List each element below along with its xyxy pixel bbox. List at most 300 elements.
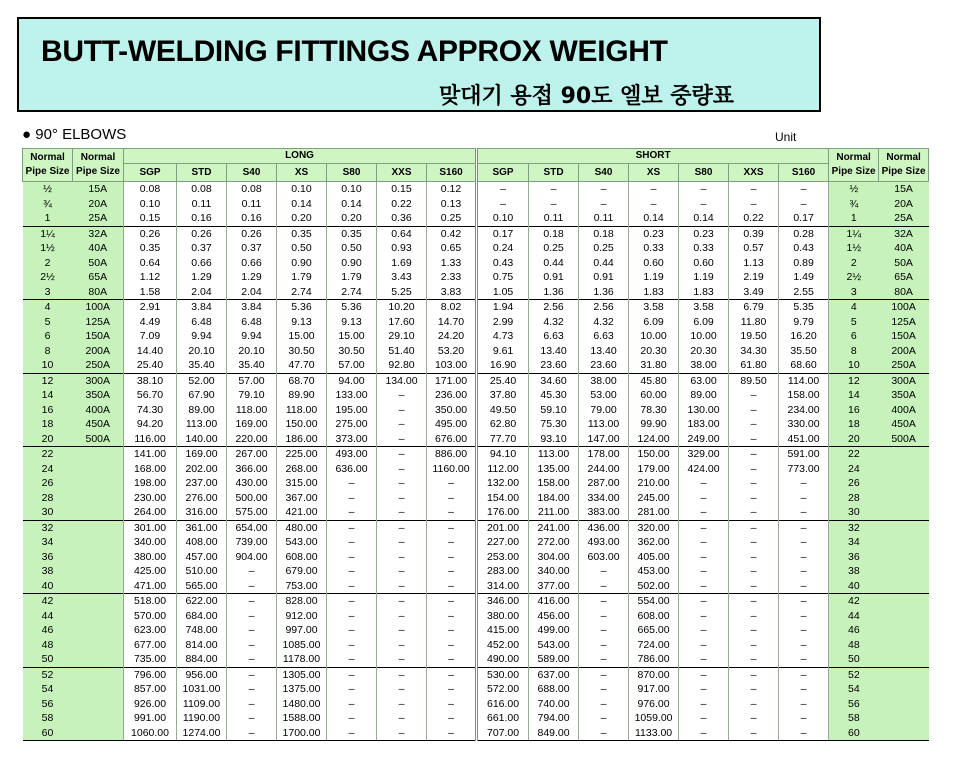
short-value-cell: – <box>729 638 779 653</box>
long-value-cell: 367.00 <box>277 491 327 506</box>
short-value-cell: 287.00 <box>579 476 629 491</box>
long-value-cell: 636.00 <box>327 462 377 477</box>
short-value-cell: 0.39 <box>729 226 779 241</box>
short-value-cell: 77.70 <box>477 432 529 447</box>
short-value-cell: 1.05 <box>477 285 529 300</box>
long-value-cell: 3.43 <box>377 270 427 285</box>
long-value-cell: 1.69 <box>377 256 427 271</box>
long-value-cell: 991.00 <box>124 711 177 726</box>
short-value-cell: 211.00 <box>529 505 579 520</box>
header-nps-left: Normal Pipe Size <box>23 149 73 182</box>
short-value-cell: – <box>529 182 579 197</box>
short-value-cell: 0.91 <box>529 270 579 285</box>
short-value-cell: 130.00 <box>679 403 729 418</box>
short-value-cell: 210.00 <box>629 476 679 491</box>
long-value-cell: – <box>427 520 477 535</box>
short-value-cell: – <box>579 197 629 212</box>
short-value-cell: 45.30 <box>529 388 579 403</box>
short-value-cell: 68.60 <box>779 358 829 373</box>
short-value-cell: – <box>729 726 779 741</box>
long-value-cell: 748.00 <box>177 623 227 638</box>
long-value-cell: – <box>377 594 427 609</box>
short-value-cell: 637.00 <box>529 667 579 682</box>
short-value-cell: – <box>679 505 729 520</box>
long-value-cell: 2.04 <box>227 285 277 300</box>
short-value-cell: – <box>779 652 829 667</box>
short-value-cell: – <box>529 197 579 212</box>
short-value-cell: – <box>679 197 729 212</box>
long-value-cell: – <box>327 638 377 653</box>
nps-cell: 50 <box>23 652 73 667</box>
nps-cell: 44 <box>23 609 73 624</box>
short-value-cell: – <box>579 564 629 579</box>
short-value-cell: 0.23 <box>629 226 679 241</box>
short-value-cell: 849.00 <box>529 726 579 741</box>
nps-cell-right: 10 <box>829 358 879 373</box>
short-value-cell: 9.79 <box>779 315 829 330</box>
long-value-cell: 1480.00 <box>277 697 327 712</box>
dn-cell-right: 125A <box>879 315 929 330</box>
long-value-cell: 0.08 <box>177 182 227 197</box>
short-value-cell: – <box>579 579 629 594</box>
long-value-cell: 1375.00 <box>277 682 327 697</box>
long-value-cell: 133.00 <box>327 388 377 403</box>
nps-cell-right: 34 <box>829 535 879 550</box>
long-value-cell: 0.36 <box>377 211 427 226</box>
page-title: BUTT-WELDING FITTINGS APPROX WEIGHT <box>41 35 668 68</box>
nps-cell-right: ¾ <box>829 197 879 212</box>
long-value-cell: – <box>427 594 477 609</box>
long-value-cell: 1.33 <box>427 256 477 271</box>
long-value-cell: 134.00 <box>377 373 427 388</box>
long-value-cell: 0.42 <box>427 226 477 241</box>
long-value-cell: 9.94 <box>227 329 277 344</box>
long-value-cell: – <box>377 564 427 579</box>
long-value-cell: 1.79 <box>327 270 377 285</box>
short-value-cell: – <box>779 667 829 682</box>
short-value-cell: 688.00 <box>529 682 579 697</box>
dn-cell-right: 400A <box>879 403 929 418</box>
short-value-cell: 35.50 <box>779 344 829 359</box>
short-value-cell: 0.14 <box>629 211 679 226</box>
dn-cell-right <box>879 609 929 624</box>
long-value-cell: 198.00 <box>124 476 177 491</box>
long-value-cell: 380.00 <box>124 550 177 565</box>
short-value-cell: 0.25 <box>529 241 579 256</box>
long-value-cell: 366.00 <box>227 462 277 477</box>
short-value-cell: 502.00 <box>629 579 679 594</box>
short-value-cell: 383.00 <box>579 505 629 520</box>
dn-cell-right <box>879 711 929 726</box>
short-value-cell: 0.17 <box>477 226 529 241</box>
short-value-cell: – <box>679 491 729 506</box>
long-value-cell: 0.10 <box>327 182 377 197</box>
short-value-cell: 499.00 <box>529 623 579 638</box>
long-value-cell: – <box>377 491 427 506</box>
short-value-cell: 245.00 <box>629 491 679 506</box>
short-value-cell: 453.00 <box>629 564 679 579</box>
short-col-s80: S80 <box>679 164 729 182</box>
long-value-cell: 38.10 <box>124 373 177 388</box>
table-row <box>23 535 929 550</box>
short-value-cell: 436.00 <box>579 520 629 535</box>
short-value-cell: – <box>679 579 729 594</box>
table-row <box>23 682 929 697</box>
long-value-cell: – <box>377 682 427 697</box>
long-value-cell: – <box>227 697 277 712</box>
long-value-cell: – <box>427 726 477 741</box>
dn-cell-right <box>879 564 929 579</box>
long-value-cell: 10.20 <box>377 300 427 315</box>
short-value-cell: 415.00 <box>477 623 529 638</box>
long-value-cell: 0.15 <box>124 211 177 226</box>
dn-cell <box>73 447 124 462</box>
long-value-cell: 118.00 <box>277 403 327 418</box>
long-value-cell: 276.00 <box>177 491 227 506</box>
long-value-cell: 753.00 <box>277 579 327 594</box>
table-row <box>23 388 929 403</box>
long-value-cell: – <box>327 682 377 697</box>
short-value-cell: 0.57 <box>729 241 779 256</box>
long-value-cell: 575.00 <box>227 505 277 520</box>
dn-cell-right: 40A <box>879 241 929 256</box>
table-row <box>23 609 929 624</box>
table-row <box>23 697 929 712</box>
short-value-cell: 346.00 <box>477 594 529 609</box>
short-value-cell: 0.11 <box>529 211 579 226</box>
table-row <box>23 462 929 477</box>
long-value-cell: 1588.00 <box>277 711 327 726</box>
short-value-cell: 10.00 <box>679 329 729 344</box>
dn-cell-right: 25A <box>879 211 929 226</box>
short-value-cell: – <box>779 623 829 638</box>
nps-cell-right: 42 <box>829 594 879 609</box>
short-value-cell: – <box>779 609 829 624</box>
long-value-cell: 0.25 <box>427 211 477 226</box>
dn-cell: 250A <box>73 358 124 373</box>
long-value-cell: 0.12 <box>427 182 477 197</box>
short-value-cell: 362.00 <box>629 535 679 550</box>
nps-cell: 24 <box>23 462 73 477</box>
nps-cell: 48 <box>23 638 73 653</box>
short-value-cell: 0.11 <box>579 211 629 226</box>
title-box <box>17 17 821 112</box>
nps-cell-right: 2 <box>829 256 879 271</box>
long-value-cell: – <box>427 623 477 638</box>
long-value-cell: – <box>427 682 477 697</box>
long-value-cell: 230.00 <box>124 491 177 506</box>
long-value-cell: 608.00 <box>277 550 327 565</box>
nps-cell: 2 <box>23 256 73 271</box>
short-value-cell: 59.10 <box>529 403 579 418</box>
table-row <box>23 285 929 300</box>
short-value-cell: 11.80 <box>729 315 779 330</box>
long-value-cell: 169.00 <box>227 417 277 432</box>
dn-cell: 65A <box>73 270 124 285</box>
dn-cell-right <box>879 726 929 741</box>
long-value-cell: 1.58 <box>124 285 177 300</box>
short-value-cell: – <box>729 403 779 418</box>
nps-cell: 18 <box>23 417 73 432</box>
long-value-cell: – <box>377 550 427 565</box>
short-value-cell: 2.56 <box>529 300 579 315</box>
table-row <box>23 726 929 741</box>
nps-cell-right: 5 <box>829 315 879 330</box>
dn-cell-right <box>879 667 929 682</box>
long-value-cell: 3.83 <box>427 285 477 300</box>
long-value-cell: 14.40 <box>124 344 177 359</box>
short-value-cell: 158.00 <box>529 476 579 491</box>
long-value-cell: – <box>377 652 427 667</box>
dn-cell <box>73 550 124 565</box>
dn-cell-right: 100A <box>879 300 929 315</box>
long-value-cell: 0.64 <box>124 256 177 271</box>
nps-cell-right: 54 <box>829 682 879 697</box>
long-value-cell: – <box>427 609 477 624</box>
dn-cell <box>73 535 124 550</box>
short-value-cell: 10.00 <box>629 329 679 344</box>
long-value-cell: 68.70 <box>277 373 327 388</box>
short-value-cell: 147.00 <box>579 432 629 447</box>
long-value-cell: – <box>327 505 377 520</box>
long-value-cell: 15.00 <box>327 329 377 344</box>
short-col-xxs: XXS <box>729 164 779 182</box>
long-value-cell: 0.93 <box>377 241 427 256</box>
dn-cell: 25A <box>73 211 124 226</box>
long-value-cell: 0.37 <box>227 241 277 256</box>
long-value-cell: 684.00 <box>177 609 227 624</box>
dn-cell-right: 300A <box>879 373 929 388</box>
long-value-cell: 8.02 <box>427 300 477 315</box>
short-value-cell: – <box>679 652 729 667</box>
short-value-cell: 158.00 <box>779 388 829 403</box>
table-row <box>23 241 929 256</box>
long-value-cell: 0.64 <box>377 226 427 241</box>
short-value-cell: 249.00 <box>679 432 729 447</box>
short-value-cell: – <box>729 491 779 506</box>
nps-cell-right: 1½ <box>829 241 879 256</box>
short-value-cell: 0.91 <box>579 270 629 285</box>
long-value-cell: 0.10 <box>124 197 177 212</box>
long-value-cell: 0.35 <box>277 226 327 241</box>
long-value-cell: – <box>427 550 477 565</box>
long-value-cell: 5.36 <box>277 300 327 315</box>
short-value-cell: 3.58 <box>629 300 679 315</box>
long-value-cell: 739.00 <box>227 535 277 550</box>
long-value-cell: – <box>377 623 427 638</box>
long-value-cell: – <box>377 432 427 447</box>
short-value-cell: 456.00 <box>529 609 579 624</box>
long-value-cell: – <box>327 491 377 506</box>
short-col-std: STD <box>529 164 579 182</box>
long-value-cell: 47.70 <box>277 358 327 373</box>
short-value-cell: 234.00 <box>779 403 829 418</box>
long-value-cell: – <box>377 697 427 712</box>
short-value-cell: 45.80 <box>629 373 679 388</box>
short-value-cell: – <box>579 652 629 667</box>
long-value-cell: 857.00 <box>124 682 177 697</box>
short-value-cell: 3.49 <box>729 285 779 300</box>
long-col-sgp: SGP <box>124 164 177 182</box>
short-value-cell: – <box>729 505 779 520</box>
short-value-cell: 616.00 <box>477 697 529 712</box>
short-value-cell: 304.00 <box>529 550 579 565</box>
short-value-cell: 4.32 <box>579 315 629 330</box>
nps-cell-right: 6 <box>829 329 879 344</box>
long-col-s40: S40 <box>227 164 277 182</box>
long-value-cell: 565.00 <box>177 579 227 594</box>
long-value-cell: 0.66 <box>227 256 277 271</box>
long-col-xs: XS <box>277 164 327 182</box>
short-value-cell: 530.00 <box>477 667 529 682</box>
short-value-cell: 154.00 <box>477 491 529 506</box>
short-value-cell: 0.44 <box>579 256 629 271</box>
long-value-cell: 677.00 <box>124 638 177 653</box>
short-value-cell: 60.00 <box>629 388 679 403</box>
short-value-cell: 773.00 <box>779 462 829 477</box>
short-value-cell: 244.00 <box>579 462 629 477</box>
short-value-cell: – <box>579 697 629 712</box>
long-value-cell: 0.22 <box>377 197 427 212</box>
short-value-cell: 0.25 <box>579 241 629 256</box>
long-col-xxs: XXS <box>377 164 427 182</box>
long-value-cell: 2.74 <box>327 285 377 300</box>
short-value-cell: 0.28 <box>779 226 829 241</box>
long-value-cell: 268.00 <box>277 462 327 477</box>
nps-cell-right: 12 <box>829 373 879 388</box>
long-value-cell: 113.00 <box>177 417 227 432</box>
nps-cell-right: 8 <box>829 344 879 359</box>
long-value-cell: 373.00 <box>327 432 377 447</box>
dn-cell-right <box>879 462 929 477</box>
short-value-cell: 20.30 <box>629 344 679 359</box>
dn-cell <box>73 638 124 653</box>
table-row <box>23 300 929 315</box>
table-row <box>23 638 929 653</box>
long-value-cell: 500.00 <box>227 491 277 506</box>
short-value-cell: 49.50 <box>477 403 529 418</box>
long-value-cell: 140.00 <box>177 432 227 447</box>
dn-cell: 20A <box>73 197 124 212</box>
short-value-cell: 2.55 <box>779 285 829 300</box>
dn-cell-right <box>879 520 929 535</box>
long-value-cell: 89.00 <box>177 403 227 418</box>
long-value-cell: 796.00 <box>124 667 177 682</box>
long-value-cell: 1160.00 <box>427 462 477 477</box>
table-row <box>23 476 929 491</box>
nps-cell: 32 <box>23 520 73 535</box>
short-value-cell: 179.00 <box>629 462 679 477</box>
short-value-cell: 6.63 <box>579 329 629 344</box>
dn-cell-right: 250A <box>879 358 929 373</box>
long-value-cell: 74.30 <box>124 403 177 418</box>
long-value-cell: 0.65 <box>427 241 477 256</box>
dn-cell <box>73 564 124 579</box>
nps-cell-right: 36 <box>829 550 879 565</box>
short-value-cell: 132.00 <box>477 476 529 491</box>
short-value-cell: 13.40 <box>579 344 629 359</box>
long-value-cell: 89.90 <box>277 388 327 403</box>
short-value-cell: – <box>579 638 629 653</box>
short-value-cell: 870.00 <box>629 667 679 682</box>
nps-cell: 1½ <box>23 241 73 256</box>
header-dn-left: Normal Pipe Size <box>73 149 124 182</box>
long-value-cell: 0.35 <box>327 226 377 241</box>
long-value-cell: 316.00 <box>177 505 227 520</box>
table-row <box>23 226 929 241</box>
dn-cell-right: 350A <box>879 388 929 403</box>
table-row <box>23 211 929 226</box>
long-value-cell: – <box>227 609 277 624</box>
short-value-cell: 589.00 <box>529 652 579 667</box>
short-value-cell: 1.13 <box>729 256 779 271</box>
short-value-cell: 99.90 <box>629 417 679 432</box>
long-value-cell: – <box>377 476 427 491</box>
short-value-cell: 0.18 <box>579 226 629 241</box>
short-value-cell: 25.40 <box>477 373 529 388</box>
long-value-cell: 92.80 <box>377 358 427 373</box>
table-row <box>23 344 929 359</box>
short-value-cell: – <box>779 520 829 535</box>
nps-cell: 14 <box>23 388 73 403</box>
nps-cell: 54 <box>23 682 73 697</box>
nps-cell-right: ½ <box>829 182 879 197</box>
short-value-cell: 113.00 <box>529 447 579 462</box>
short-value-cell: 272.00 <box>529 535 579 550</box>
dn-cell: 350A <box>73 388 124 403</box>
long-value-cell: 6.48 <box>227 315 277 330</box>
long-value-cell: 0.10 <box>277 182 327 197</box>
short-value-cell: – <box>729 579 779 594</box>
short-value-cell: – <box>779 594 829 609</box>
long-value-cell: 884.00 <box>177 652 227 667</box>
short-value-cell: 20.30 <box>679 344 729 359</box>
short-value-cell: 377.00 <box>529 579 579 594</box>
long-value-cell: – <box>327 579 377 594</box>
long-value-cell: 2.91 <box>124 300 177 315</box>
long-value-cell: 0.20 <box>277 211 327 226</box>
nps-cell-right: 58 <box>829 711 879 726</box>
short-value-cell: – <box>779 697 829 712</box>
short-value-cell: 917.00 <box>629 682 679 697</box>
dn-cell <box>73 726 124 741</box>
nps-cell-right: 30 <box>829 505 879 520</box>
long-value-cell: 1060.00 <box>124 726 177 741</box>
long-value-cell: – <box>427 652 477 667</box>
long-value-cell: 0.16 <box>227 211 277 226</box>
long-value-cell: 361.00 <box>177 520 227 535</box>
long-value-cell: 997.00 <box>277 623 327 638</box>
dn-cell: 500A <box>73 432 124 447</box>
short-value-cell: 0.33 <box>629 241 679 256</box>
dn-cell <box>73 697 124 712</box>
long-value-cell: 0.13 <box>427 197 477 212</box>
long-value-cell: 9.13 <box>327 315 377 330</box>
nps-cell-right: 20 <box>829 432 879 447</box>
long-value-cell: 828.00 <box>277 594 327 609</box>
short-value-cell: – <box>679 697 729 712</box>
dn-cell-right <box>879 476 929 491</box>
long-value-cell: 116.00 <box>124 432 177 447</box>
short-value-cell: 16.20 <box>779 329 829 344</box>
short-value-cell: 0.24 <box>477 241 529 256</box>
short-value-cell: 89.50 <box>729 373 779 388</box>
long-value-cell: 0.11 <box>177 197 227 212</box>
dn-cell <box>73 652 124 667</box>
long-value-cell: 51.40 <box>377 344 427 359</box>
long-value-cell: 168.00 <box>124 462 177 477</box>
long-value-cell: – <box>427 476 477 491</box>
